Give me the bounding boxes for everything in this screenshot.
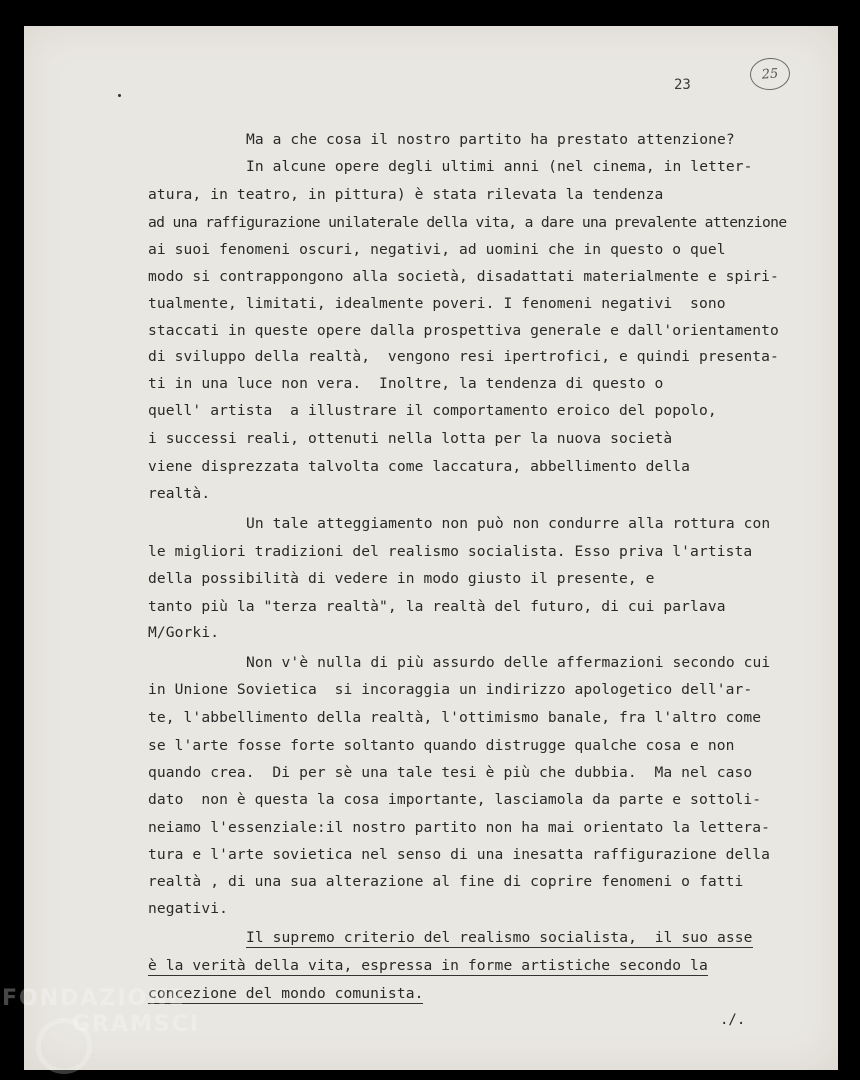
text-line: Un tale atteggiamento non può non condurre alla rottura con (246, 515, 771, 532)
text-line: realtà. (148, 485, 211, 502)
text-line: neiamo l'essenziale:il nostro partito non ha mai orientato la lettera- (148, 819, 771, 836)
text-line: In alcune opere degli ultimi anni (nel cinema, in letter- (246, 158, 753, 175)
page-number: 23 (674, 77, 691, 93)
text-line: staccati in queste opere dalla prospettiva generale e dall'orientamento (148, 322, 779, 339)
underlined-text-line: Il supremo criterio del realismo socialista, il suo asse (246, 929, 753, 946)
text-line: dato non è questa la cosa importante, lasciamola da parte e sottoli- (148, 791, 762, 808)
text-line: le migliori tradizioni del realismo socialista. Esso priva l'artista (148, 543, 753, 560)
text-line: negativi. (148, 900, 228, 917)
watermark-circle-icon (36, 1018, 92, 1074)
text-line: i successi reali, ottenuti nella lotta per la nuova società (148, 430, 673, 447)
archive-page-number: 25 (749, 57, 791, 92)
text-line: quell' artista a illustrare il comportamento eroico del popolo, (148, 402, 717, 419)
speck (118, 94, 121, 97)
text-line: tura e l'arte sovietica nel senso di una inesatta raffigurazione della (148, 846, 771, 863)
text-line: realtà , di una sua alterazione al fine di coprire fenomeni o fatti (148, 873, 744, 890)
continuation-mark: ./. (720, 1012, 746, 1028)
text-line: tanto più la "terza realtà", la realtà del futuro, di cui parlava (148, 598, 726, 615)
underlined-text-line: concezione del mondo comunista. (148, 985, 424, 1002)
text-line: ti in una luce non vera. Inoltre, la tendenza di questo o (148, 375, 664, 392)
text-line: ad una raffigurazione unilaterale della vita, a dare una prevalente attenzione (148, 214, 787, 231)
underlined-text-line: è la verità della vita, espressa in forme artistiche secondo la (148, 957, 708, 974)
text-line: M/Gorki. (148, 624, 220, 641)
watermark-line-1: FONDAZIONE (2, 986, 186, 1011)
text-line: della possibilità di vedere in modo giusto il presente, e (148, 570, 655, 587)
text-line: tualmente, limitati, idealmente poveri. I fenomeni negativi sono (148, 295, 726, 312)
text-line: viene disprezzata talvolta come laccatura, abbellimento della (148, 458, 691, 475)
text-line: di sviluppo della realtà, vengono resi ipertrofici, e quindi presenta- (148, 348, 779, 365)
text-line: in Unione Sovietica si incoraggia un indirizzo apologetico dell'ar- (148, 681, 753, 698)
text-line: ai suoi fenomeni oscuri, negativi, ad uomini che in questo o quel (148, 241, 726, 258)
text-line: modo si contrappongono alla società, disadattati materialmente e spiri- (148, 268, 779, 285)
text-line: te, l'abbellimento della realtà, l'ottimismo banale, fra l'altro come (148, 709, 762, 726)
text-line: se l'arte fosse forte soltanto quando distrugge qualche cosa e non (148, 737, 735, 754)
text-line: Ma a che cosa il nostro partito ha prestato attenzione? (246, 131, 735, 148)
text-line: Non v'è nulla di più assurdo delle affermazioni secondo cui (246, 654, 771, 671)
watermark-line-2: GRAMSCI (72, 1012, 201, 1038)
watermark-logo (2, 986, 200, 1039)
text-line: quando crea. Di per sè una tale tesi è più che dubbia. Ma nel caso (148, 764, 753, 781)
text-line: atura, in teatro, in pittura) è stata rilevata la tendenza (148, 186, 664, 203)
